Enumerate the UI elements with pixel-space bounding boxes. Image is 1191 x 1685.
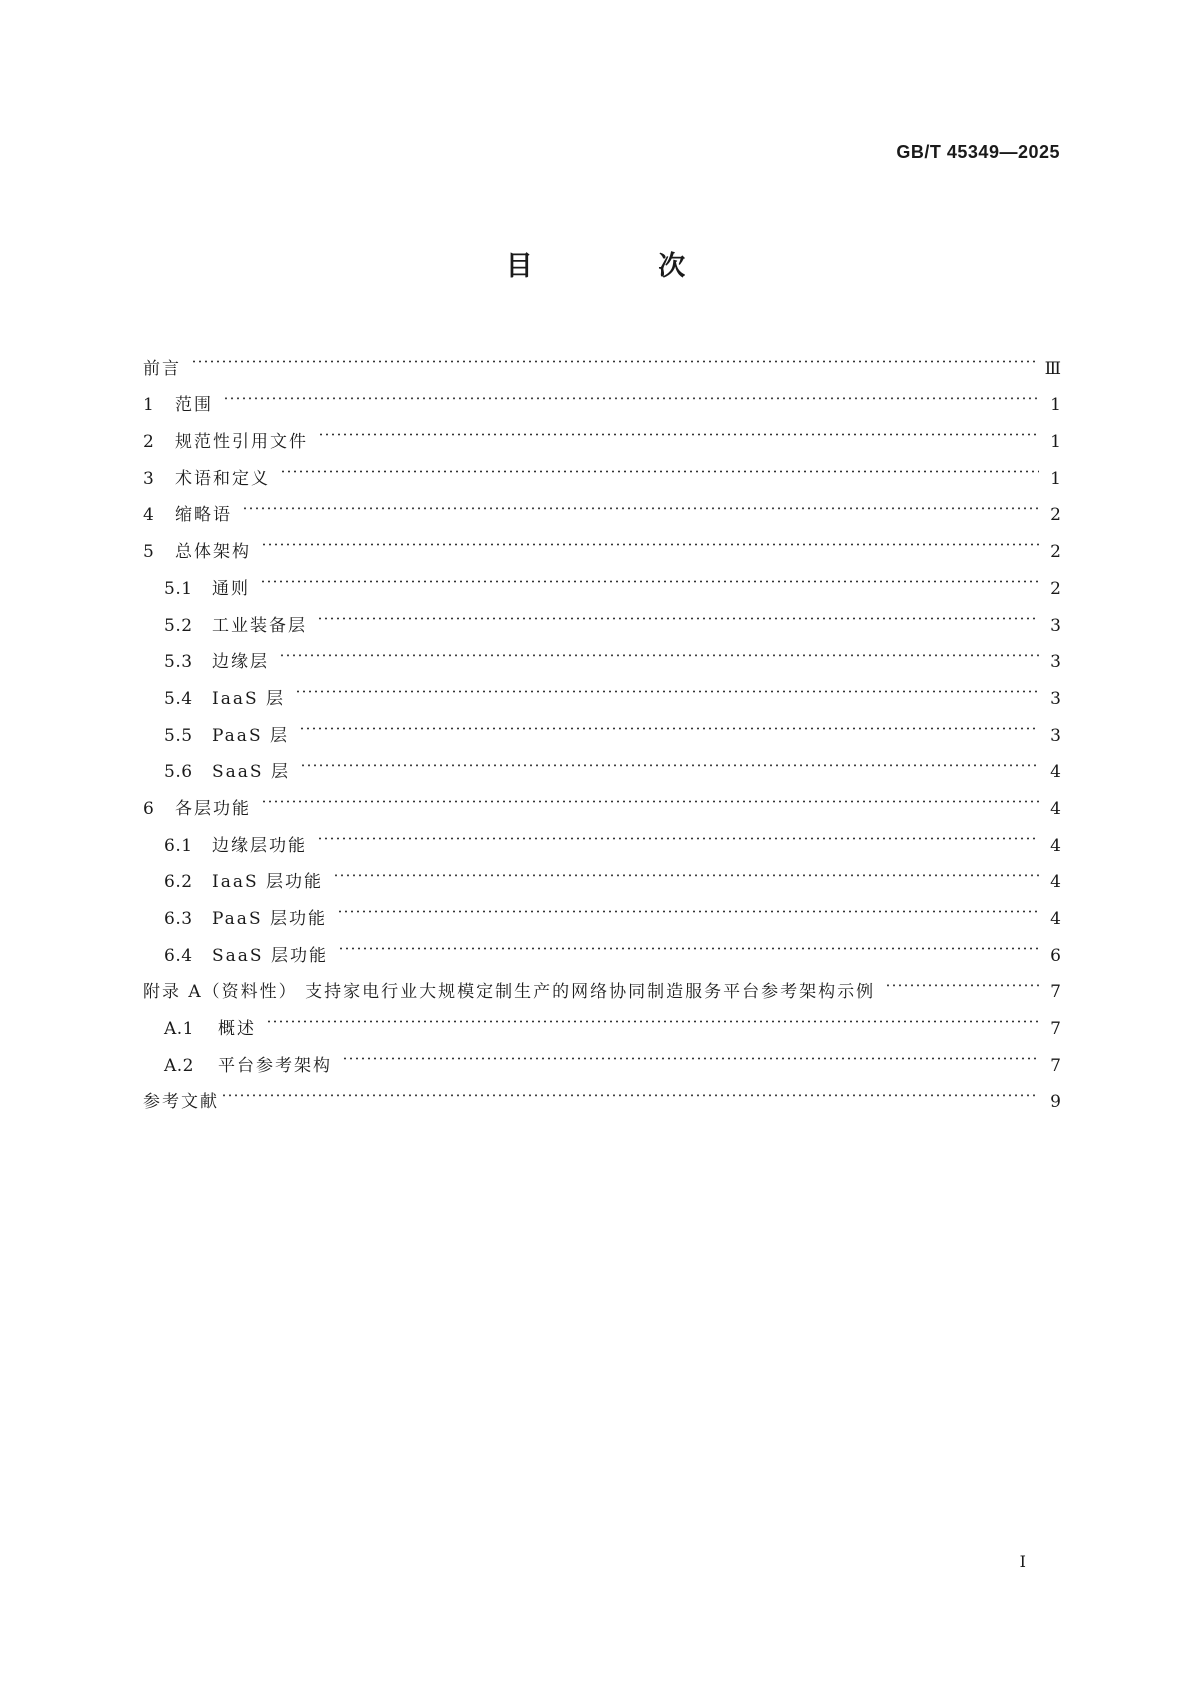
dot-leader — [221, 1077, 1039, 1114]
toc-entry-number: 5.6 — [164, 762, 193, 783]
toc-entry-number: 4 — [143, 505, 155, 526]
toc-entry-page: 4 — [1050, 872, 1061, 893]
toc-entry-number: 5.1 — [164, 578, 193, 599]
toc-entry-page: Ⅲ — [1044, 358, 1061, 379]
toc-entry-number: A.1 — [164, 1019, 194, 1040]
toc-entry-page: 1 — [1050, 432, 1061, 453]
toc-entry-number: A.2 — [164, 1055, 194, 1076]
toc-entry-number: 5.5 — [164, 725, 193, 746]
toc-entry-label: 附录 A（资料性） 支持家电行业大规模定制生产的网络协同制造服务平台参考架构示例 — [143, 982, 876, 1003]
toc-entry-page: 2 — [1050, 578, 1061, 599]
toc-entry-label: SaaS 层功能 — [212, 945, 328, 966]
toc-entry-page: 4 — [1050, 762, 1061, 783]
toc-entry-label: 总体架构 — [175, 542, 251, 563]
standard-code: GB/T 45349—2025 — [896, 142, 1060, 162]
toc-entry-page: 4 — [1050, 798, 1061, 819]
page-number: Ⅰ — [1019, 1552, 1026, 1571]
toc-entry-label: 概述 — [218, 1019, 256, 1040]
dot-leader — [242, 490, 1039, 527]
toc-entry-page: 1 — [1050, 468, 1061, 489]
dot-leader — [223, 380, 1039, 417]
table-of-contents — [143, 337, 1061, 1113]
toc-entry-number: 5.4 — [164, 688, 193, 709]
toc-entry-number: 6 — [143, 798, 155, 819]
toc-entry-label: IaaS 层功能 — [212, 872, 324, 893]
toc-entry-label: 缩略语 — [175, 505, 232, 526]
toc-entry-label: 边缘层功能 — [212, 835, 307, 856]
toc-entry-label: 工业装备层 — [212, 615, 307, 636]
toc-entry-label: 参考文献 — [143, 1092, 219, 1113]
toc-entry-label: 规范性引用文件 — [175, 432, 308, 453]
toc-entry-foreword[interactable] — [143, 337, 1061, 379]
toc-entry-6[interactable] — [143, 777, 1061, 819]
toc-entry-1[interactable] — [143, 374, 1061, 416]
toc-entry-page: 9 — [1050, 1092, 1061, 1113]
toc-entry-label: IaaS 层 — [212, 688, 286, 709]
toc-entry-number: 5.3 — [164, 652, 193, 673]
dot-leader — [317, 600, 1039, 637]
toc-entry-page: 6 — [1050, 945, 1061, 966]
dot-leader — [260, 563, 1039, 600]
toc-entry-number: 6.1 — [164, 835, 193, 856]
toc-entry-page: 3 — [1050, 652, 1061, 673]
dot-leader — [337, 893, 1039, 930]
toc-entry-label: 术语和定义 — [175, 468, 270, 489]
toc-entry-page: 2 — [1050, 505, 1061, 526]
toc-entry-5[interactable] — [143, 520, 1061, 563]
dot-leader — [261, 526, 1039, 563]
toc-entry-label: 前言 — [143, 358, 181, 379]
toc-entry-number: 6.3 — [164, 909, 193, 929]
toc-entry-page: 1 — [1050, 395, 1061, 416]
toc-entry-number: 3 — [143, 468, 155, 489]
dot-leader — [333, 857, 1039, 894]
toc-entry-bibliography[interactable] — [143, 1071, 1061, 1113]
toc-entry-page: 2 — [1050, 542, 1061, 563]
toc-entry-page: 4 — [1050, 835, 1061, 856]
toc-entry-page: 3 — [1050, 615, 1061, 636]
toc-entry-5-1[interactable] — [143, 557, 1061, 599]
dot-leader — [300, 747, 1039, 784]
toc-entry-number: 6.2 — [164, 872, 193, 893]
toc-entry-5-3[interactable] — [143, 631, 1061, 673]
toc-entry-page: 7 — [1050, 1055, 1061, 1076]
toc-entry-label: 范围 — [175, 395, 213, 416]
toc-entry-number: 5 — [143, 542, 155, 563]
toc-entry-3[interactable] — [143, 447, 1061, 489]
toc-entry-page: 3 — [1050, 688, 1061, 709]
toc-entry-label: 通则 — [212, 578, 250, 599]
dot-leader — [279, 637, 1039, 674]
dot-leader — [295, 673, 1039, 710]
toc-entry-number: 5.2 — [164, 615, 193, 636]
dot-leader — [191, 343, 1037, 380]
toc-entry-label: 平台参考架构 — [218, 1055, 332, 1076]
toc-entry-number: 6.4 — [164, 945, 193, 966]
toc-entry-number: 1 — [143, 395, 155, 416]
dot-leader — [885, 967, 1039, 1004]
dot-leader — [317, 820, 1039, 857]
toc-entry-4[interactable] — [143, 484, 1061, 526]
toc-entry-label: SaaS 层 — [212, 762, 290, 783]
dot-leader — [266, 1003, 1039, 1040]
toc-entry-label: 各层功能 — [175, 798, 251, 819]
dot-leader — [280, 453, 1039, 490]
page-title: 目 次 — [505, 251, 744, 282]
dot-leader — [338, 930, 1039, 967]
toc-entry-label: 边缘层 — [212, 652, 269, 673]
toc-entry-a-1[interactable] — [143, 997, 1061, 1040]
toc-entry-page: 4 — [1050, 909, 1061, 929]
dot-leader — [299, 710, 1039, 747]
toc-entry-label: PaaS 层功能 — [212, 909, 327, 929]
dot-leader — [342, 1040, 1039, 1077]
toc-entry-page: 7 — [1050, 1019, 1061, 1040]
dot-leader — [261, 783, 1039, 820]
toc-entry-number: 2 — [143, 432, 155, 453]
toc-entry-label: PaaS 层 — [212, 725, 289, 746]
dot-leader — [318, 416, 1039, 453]
toc-entry-page: 3 — [1050, 725, 1061, 746]
toc-entry-page: 7 — [1050, 982, 1061, 1003]
